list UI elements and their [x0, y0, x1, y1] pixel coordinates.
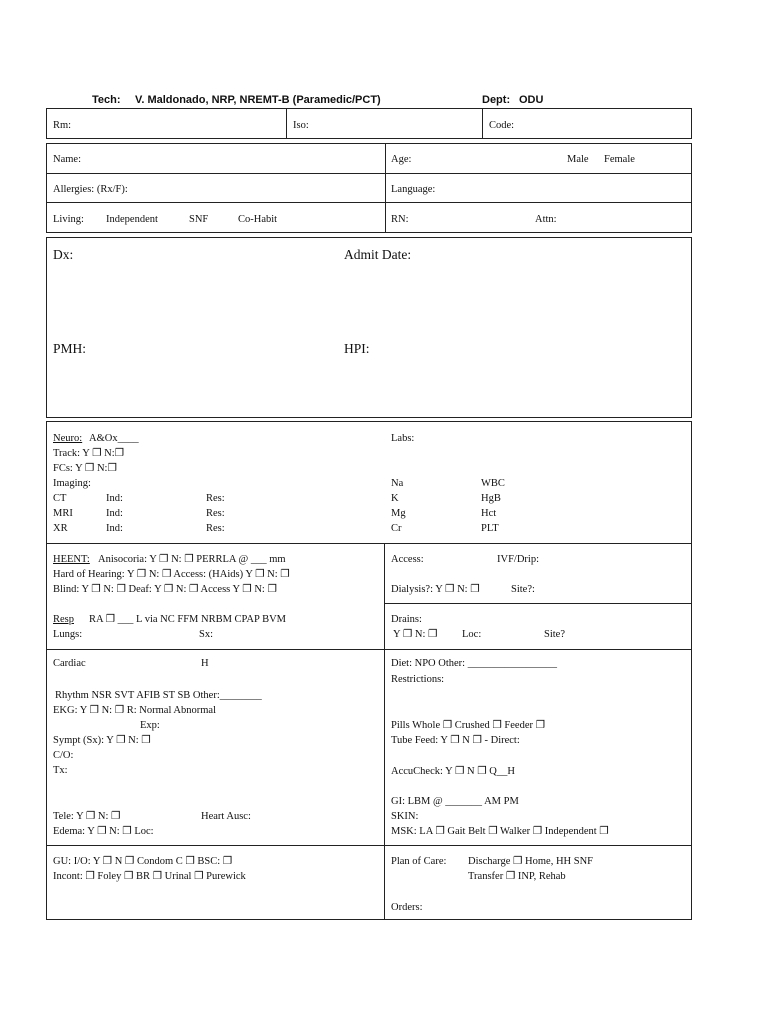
living-snf-option[interactable]: SNF: [189, 214, 209, 225]
language-field[interactable]: Language:: [391, 184, 436, 195]
gi-line[interactable]: GI: LBM @ _______ AM PM: [391, 796, 519, 807]
ivf-drip-field[interactable]: IVF/Drip:: [497, 554, 539, 565]
dx-field[interactable]: Dx:: [53, 247, 74, 262]
tube-feed-line[interactable]: Tube Feed: Y ❐ N ❐ - Direct:: [391, 735, 520, 746]
lab-k-field[interactable]: K: [391, 493, 399, 504]
xr-label: XR: [53, 523, 68, 534]
living-independent-option[interactable]: Independent: [106, 214, 158, 225]
xr-res-field[interactable]: Res:: [206, 523, 225, 534]
diet-line[interactable]: Diet: NPO Other: _________________: [391, 658, 557, 669]
neuro-aox-field[interactable]: A&Ox____: [89, 433, 139, 444]
neuro-fcs-line[interactable]: FCs: Y ❐ N:❐: [53, 463, 117, 474]
female-option[interactable]: Female: [604, 154, 635, 165]
age-field[interactable]: Age:: [391, 154, 412, 165]
diagnosis-box: [46, 237, 692, 418]
allergies-field[interactable]: Allergies: (Rx/F):: [53, 184, 128, 195]
assessment-box: [46, 421, 692, 920]
tx-field[interactable]: Tx:: [53, 765, 68, 776]
resp-o2-line[interactable]: RA ❐ ___ L via NC FFM NRBM CPAP BVM: [89, 614, 287, 625]
rn-field[interactable]: RN:: [391, 214, 409, 225]
neuro-track-line[interactable]: Track: Y ❐ N:❐: [53, 448, 125, 459]
mri-label: MRI: [53, 508, 73, 519]
imaging-label: Imaging:: [53, 478, 91, 489]
lungs-field[interactable]: Lungs:: [53, 629, 83, 640]
ekg-exp-field[interactable]: Exp:: [140, 720, 160, 731]
dept-label: Dept:: [482, 94, 511, 106]
tech-label: Tech:: [92, 94, 121, 106]
edema-line[interactable]: Edema: Y ❐ N: ❐ Loc:: [53, 826, 154, 837]
male-option[interactable]: Male: [567, 154, 589, 165]
neuro-title: Neuro:: [53, 433, 83, 444]
lab-hgb-field[interactable]: HgB: [481, 493, 501, 504]
drains-yn[interactable]: Y ❐ N: ❐: [393, 629, 438, 640]
resp-title: Resp: [53, 614, 74, 625]
ekg-line[interactable]: EKG: Y ❐ N: ❐ R: Normal Abnormal: [53, 705, 216, 716]
access-field[interactable]: Access:: [391, 554, 424, 565]
sympt-line[interactable]: Sympt (Sx): Y ❐ N: ❐: [53, 735, 151, 746]
msk-line[interactable]: MSK: LA ❐ Gait Belt ❐ Walker ❐ Independent ❐: [391, 826, 609, 837]
lab-cr-field[interactable]: Cr: [391, 523, 402, 534]
code-field[interactable]: Code:: [489, 120, 515, 131]
accucheck-line[interactable]: AccuCheck: Y ❐ N ❐ Q__H: [391, 766, 515, 777]
lab-plt-field[interactable]: PLT: [481, 523, 499, 534]
ct-res-field[interactable]: Res:: [206, 493, 225, 504]
dialysis-line[interactable]: Dialysis?: Y ❐ N: ❐: [391, 584, 480, 595]
lab-mg-field[interactable]: Mg: [391, 508, 406, 519]
iso-field[interactable]: Iso:: [293, 120, 309, 131]
heart-ausc-field[interactable]: Heart Ausc:: [201, 811, 251, 822]
admit-date-field[interactable]: Admit Date:: [344, 247, 412, 262]
ct-ind-field[interactable]: Ind:: [106, 493, 123, 504]
pills-line[interactable]: Pills Whole ❐ Crushed ❐ Feeder ❐: [391, 720, 546, 731]
living-label: Living:: [53, 214, 84, 225]
co-field[interactable]: C/O:: [53, 750, 74, 761]
heent-anisocoria-line[interactable]: Anisocoria: Y ❐ N: ❐ PERRLA @ ___ mm: [98, 554, 286, 565]
cardiac-h-field[interactable]: H: [201, 658, 209, 669]
mri-res-field[interactable]: Res:: [206, 508, 225, 519]
incont-line[interactable]: Incont: ❐ Foley ❐ BR ❐ Urinal ❐ Purewick: [53, 871, 246, 882]
dept-value: ODU: [519, 94, 544, 106]
cardiac-title: Cardiac: [53, 658, 86, 669]
room-field[interactable]: Rm:: [53, 120, 72, 131]
name-field[interactable]: Name:: [53, 154, 81, 165]
room-iso-code-box: [46, 108, 692, 139]
tech-value: V. Maldonado, NRP, NREMT-B (Paramedic/PCT): [135, 94, 381, 106]
attn-field[interactable]: Attn:: [535, 214, 557, 225]
skin-field[interactable]: SKIN:: [391, 811, 419, 822]
drains-title: Drains:: [391, 614, 422, 625]
lab-hct-field[interactable]: Hct: [481, 508, 497, 519]
xr-ind-field[interactable]: Ind:: [106, 523, 123, 534]
plan-of-care-label: Plan of Care:: [391, 856, 447, 867]
restrictions-field[interactable]: Restrictions:: [391, 674, 445, 685]
pmh-field[interactable]: PMH:: [53, 341, 87, 356]
heent-title: HEENT:: [53, 554, 90, 565]
heent-hearing-line[interactable]: Hard of Hearing: Y ❐ N: ❐ Access: (HAids) Y ❐ N: ❐: [53, 569, 290, 580]
labs-title: Labs:: [391, 433, 415, 444]
ct-label: CT: [53, 493, 67, 504]
tele-line[interactable]: Tele: Y ❐ N: ❐: [53, 811, 121, 822]
rhythm-line[interactable]: Rhythm NSR SVT AFIB ST SB Other:________: [55, 690, 262, 701]
drains-loc-field[interactable]: Loc:: [462, 629, 482, 640]
living-cohabit-option[interactable]: Co-Habit: [238, 214, 278, 225]
dialysis-site-field[interactable]: Site?:: [511, 584, 535, 595]
discharge-line[interactable]: Discharge ❐ Home, HH SNF: [468, 856, 594, 867]
drains-site-field[interactable]: Site?: [544, 629, 565, 640]
transfer-line[interactable]: Transfer ❐ INP, Rehab: [468, 871, 566, 882]
hpi-field[interactable]: HPI:: [344, 341, 370, 356]
lab-na-field[interactable]: Na: [391, 478, 404, 489]
resp-sx-field[interactable]: Sx:: [199, 629, 214, 640]
gu-line[interactable]: GU: I/O: Y ❐ N ❐ Condom C ❐ BSC: ❐: [53, 856, 233, 867]
lab-wbc-field[interactable]: WBC: [481, 478, 505, 489]
orders-field[interactable]: Orders:: [391, 902, 423, 913]
heent-blind-deaf-line[interactable]: Blind: Y ❐ N: ❐ Deaf: Y ❐ N: ❐ Access Y ❐ N: ❐: [53, 584, 277, 595]
mri-ind-field[interactable]: Ind:: [106, 508, 123, 519]
